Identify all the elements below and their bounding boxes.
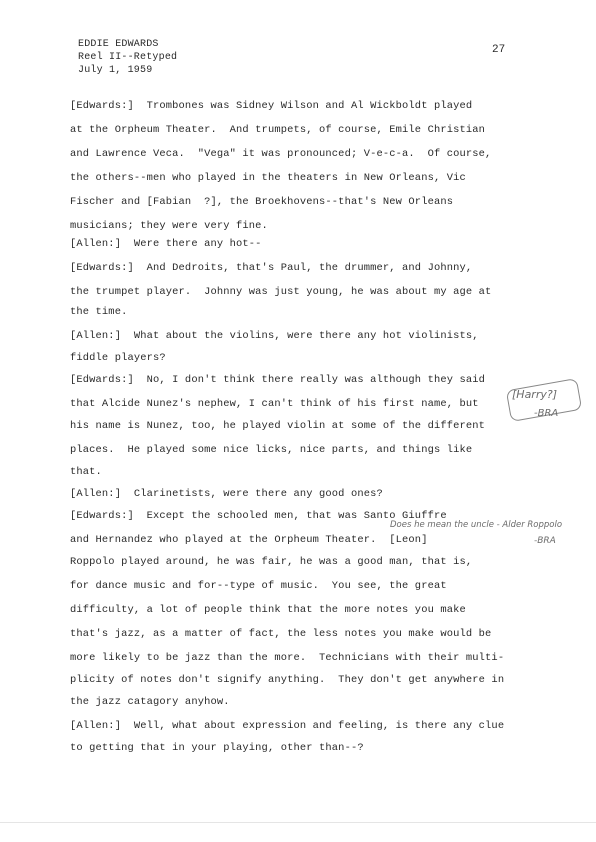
transcript-line: for dance music and for--type of music. You see, the great <box>70 580 447 592</box>
transcript-line: Fischer and [Fabian ?], the Broekhovens--that's New Orleans <box>70 196 454 208</box>
transcript-line: musicians; they were very fine. <box>70 220 268 232</box>
transcript-line: the time. <box>70 306 128 318</box>
transcript-line: the jazz catagory anyhow. <box>70 696 230 708</box>
transcript-line: [Edwards:] And Dedroits, that's Paul, the drummer, and Johnny, <box>70 262 473 274</box>
transcript-line: that. <box>70 466 102 478</box>
interviewee-name: EDDIE EDWARDS <box>78 39 159 50</box>
transcript-line: the trumpet player. Johnny was just young, he was about my age at <box>70 286 492 298</box>
transcript-line: that Alcide Nunez's nephew, I can't think of his first name, but <box>70 398 479 410</box>
transcript-line: difficulty, a lot of people think that the more notes you make <box>70 604 466 616</box>
transcript-line: to getting that in your playing, other than--? <box>70 742 364 754</box>
interview-date: July 1, 1959 <box>78 65 153 76</box>
handwritten-note: Does he mean the uncle - Alder Roppolo <box>390 520 563 530</box>
page-header <box>78 38 177 77</box>
transcript-line: places. He played some nice licks, nice parts, and things like <box>70 444 473 456</box>
transcript-line: more likely to be jazz than the more. Technicians with their multi- <box>70 652 505 664</box>
transcript-line: and Hernandez who played at the Orpheum Theater. [Leon] <box>70 534 428 546</box>
reel-label: Reel II--Retyped <box>78 52 178 63</box>
transcript-line: [Edwards:] Except the schooled men, that was Santo Giuffre <box>70 510 447 522</box>
handwritten-initials: -BRA <box>534 408 559 419</box>
transcript-line: [Edwards:] No, I don't think there really was although they said <box>70 374 486 386</box>
page-bottom-edge <box>0 822 596 823</box>
transcript-line: [Edwards:] Trombones was Sidney Wilson and Al Wickboldt played <box>70 100 473 112</box>
transcript-line: fiddle players? <box>70 352 166 364</box>
transcript-line: his name is Nunez, too, he played violin at some of the different <box>70 420 486 432</box>
page-number: 27 <box>492 44 506 56</box>
transcript-line: [Allen:] Were there any hot-- <box>70 238 262 250</box>
transcript-line: [Allen:] What about the violins, were there any hot violinists, <box>70 330 479 342</box>
transcript-line: Roppolo played around, he was fair, he was a good man, that is, <box>70 556 473 568</box>
transcript-line: at the Orpheum Theater. And trumpets, of course, Emile Christian <box>70 124 486 136</box>
transcript-line: plicity of notes don't signify anything. They don't get anywhere in <box>70 674 505 686</box>
handwritten-initials: -BRA <box>534 536 556 546</box>
transcript-line: [Allen:] Well, what about expression and feeling, is there any clue <box>70 720 505 732</box>
transcript-line: and Lawrence Veca. "Vega" it was pronounced; V-e-c-a. Of course, <box>70 148 492 160</box>
transcript-line: the others--men who played in the theaters in New Orleans, Vic <box>70 172 466 184</box>
transcript-line: [Allen:] Clarinetists, were there any good ones? <box>70 488 383 500</box>
transcript-line: that's jazz, as a matter of fact, the less notes you make would be <box>70 628 492 640</box>
handwritten-note: [Harry?] <box>512 388 557 401</box>
